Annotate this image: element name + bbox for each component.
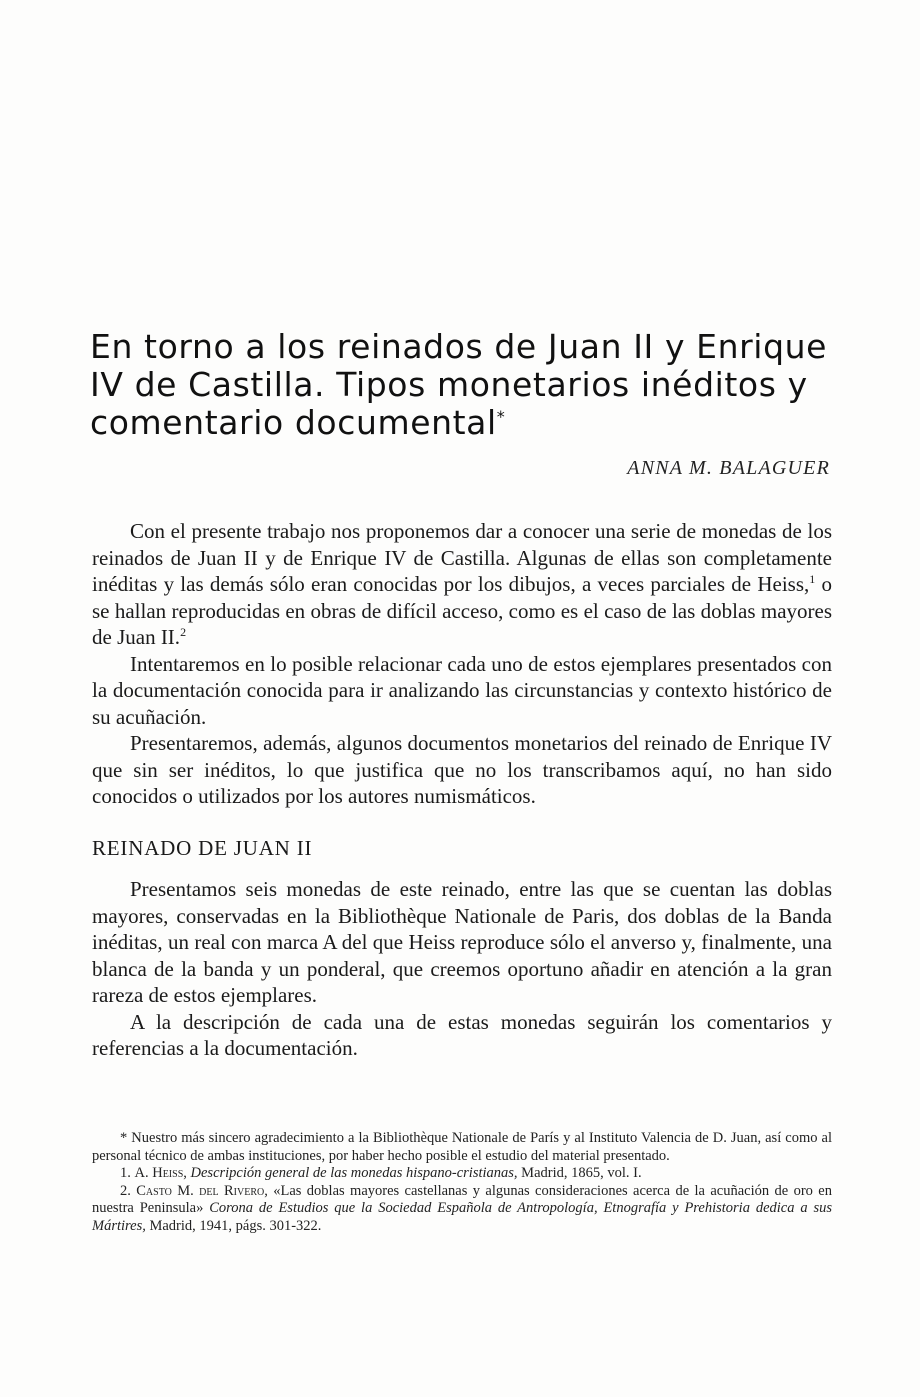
footnote-1-number: 1. (120, 1165, 131, 1181)
title-footnote-mark: * (496, 407, 506, 426)
section-paragraph-2: A la descripción de cada una de estas monedas seguirán los comentarios y referencias a la documentación. (92, 1009, 832, 1060)
intro-paragraph-1 (92, 518, 832, 651)
intro-paragraph-3: Presentaremos, además, algunos documentos monetarios del reinado de Enrique IV que sin ser inéditos, lo que justifica que no los transcribamos aquí, no han sido conocidos o utilizados por los autores numismáticos. (92, 731, 832, 808)
footnote-ref-2: 2 (180, 625, 187, 639)
intro-paragraph-2: Intentaremos en lo posible relacionar cada uno de estos ejemplares presentados con la documentación conocida para ir analizando las circunstancias y contexto histórico de su acuñación. (92, 651, 832, 729)
footnote-2-article: «Las doblas mayores castellanas y algunas consideraciones acerca de la acuñación de oro en nuestra Peninsula» (92, 1182, 832, 1216)
section-paragraph-1: Presentamos seis monedas de este reinado, entre las que se cuentan las doblas mayores, conservadas en la Bibliothèque Nationale de Paris, dos doblas de la Banda inéditas, un real con marca A del que Heiss reproduce sólo el anverso y, finalmente, una blanca de la banda y un ponderal, que creemos oportuno añadir en atención a la gran rareza de estos ejemplares. (92, 877, 832, 1007)
footnote-1 (92, 1165, 832, 1183)
footnote-1-author: A. Heiss, (134, 1165, 187, 1181)
footnotes (92, 1130, 832, 1235)
article-title-text: En torno a los reinados de Juan II y Enrique IV de Castilla. Tipos monetarios inéditos y comentario documental (90, 327, 828, 442)
footnote-2-work: Corona de Estudios que la Sociedad Española de Antropología, Etnografía y Prehistoria dedica a sus Mártires, (92, 1200, 832, 1234)
footnote-2-details: Madrid, 1941, págs. 301-322. (149, 1217, 322, 1234)
footnote-1-details: Madrid, 1865, vol. I. (521, 1165, 642, 1181)
section-heading: REINADO DE JUAN II (92, 836, 313, 860)
footnote-2-author: Casto M. del Rivero, (136, 1182, 268, 1199)
footnote-2-number: 2. (120, 1182, 131, 1199)
footnote-ref-1: 1 (809, 572, 816, 586)
intro-paragraph-1-part-b: o se hallan reproducidas en obras de difícil acceso, como es el caso de las doblas mayores de Juan II. (92, 572, 832, 649)
intro-paragraph-1-part-a: Con el presente trabajo nos proponemos dar a conocer una serie de monedas de los reinados de Juan II y de Enrique IV de Castilla. Algunas de ellas son completamente inéditas y las demás sólo eran conocidas por los dibujos, a veces parciales de Heiss, (92, 519, 832, 596)
footnote-1-work: Descripción general de las monedas hispano-cristianas, (190, 1165, 518, 1181)
article-title (90, 328, 850, 442)
intro-section (92, 518, 832, 810)
footnote-2 (92, 1183, 832, 1236)
author-name: ANNA M. BALAGUER (627, 457, 830, 479)
section-body (92, 876, 832, 1062)
footnote-star: * Nuestro más sincero agradecimiento a la Bibliothèque Nationale de París y al Instituto Valencia de D. Juan, así como al personal técnico de ambas instituciones, por haber hecho posible el estudio del material presentado. (92, 1130, 832, 1164)
